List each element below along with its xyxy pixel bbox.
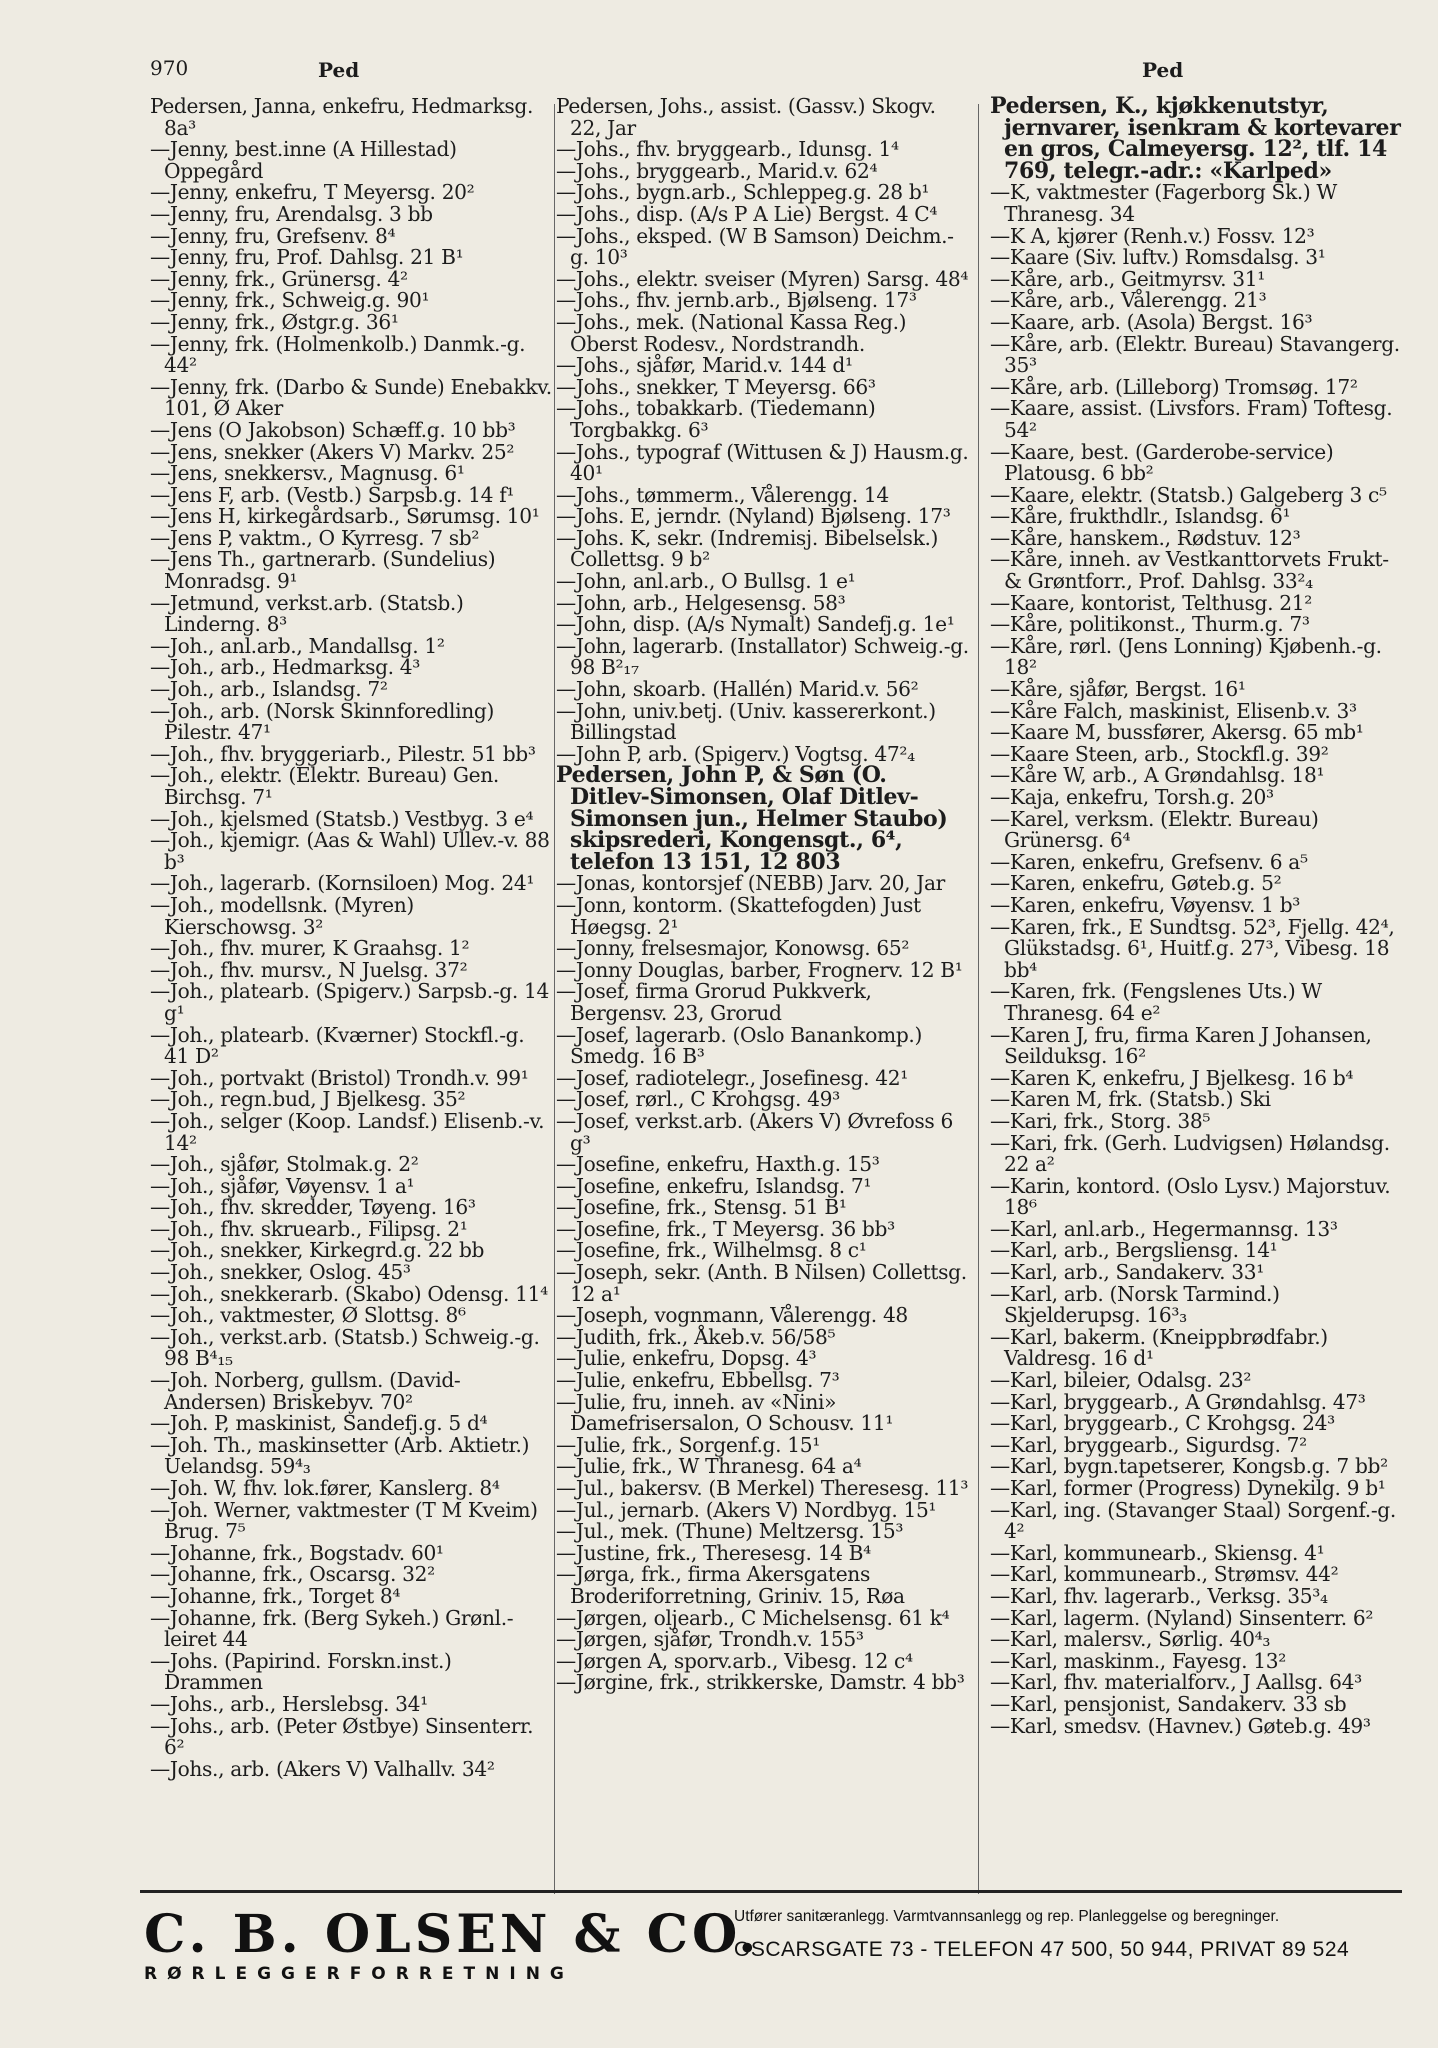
page-header [0, 56, 1438, 86]
directory-entry: —Joh., selger (Koop. Landsf.) Elisenb.-v. 14² [150, 1108, 545, 1155]
directory-entry: —Karen, enkefru, Grefsenv. 6 a⁵ [990, 849, 1308, 874]
directory-entry: —Karl, arb. (Norsk Tarmind.) Skjelderupsg. 16³₃ [990, 1281, 1280, 1328]
directory-entry: —Karl, arb., Sandakerv. 33¹ [990, 1260, 1264, 1285]
directory-entry: —Kaare, arb. (Asola) Bergst. 16³ [990, 309, 1313, 334]
directory-entry: —Karl, ing. (Stavanger Staal) Sorgenf.-g. 4² [990, 1497, 1396, 1544]
directory-entry: —Karen M, frk. (Statsb.) Ski [990, 1087, 1271, 1112]
directory-entry: —Karl, lagerm. (Nyland) Sinsenterr. 6² [990, 1605, 1374, 1630]
directory-column-3 [990, 96, 1402, 1888]
directory-entry: —Kaare (Siv. luftv.) Romsdalsg. 3¹ [990, 245, 1326, 270]
directory-entry: —Karl, fhv. materialforv., J Aallsg. 64³ [990, 1670, 1362, 1695]
directory-entry: —Jonny, frelsesmajor, Konowsg. 65² [556, 936, 910, 961]
directory-entry: —Johs., arb. (Akers V) Valhallv. 34² [150, 1756, 495, 1781]
directory-entry: —Johanne, frk. (Berg Sykeh.) Grønl.-leiret 44 [150, 1605, 514, 1652]
directory-entry: —Jenny, fru, Grefsenv. 8⁴ [150, 223, 396, 248]
directory-entry: —Karl, bryggearb., Sigurdsg. 7² [990, 1432, 1307, 1457]
directory-entry: —Johs., fhv. jernb.arb., Bjølseng. 17³ [556, 288, 917, 313]
directory-entry: —Jul., bakersv. (B Merkel) Theresesg. 11³ [556, 1476, 969, 1500]
directory-entry: —Jens, snekkersv., Magnusg. 6¹ [150, 461, 465, 486]
directory-entry: —Jens H, kirkegårdsarb., Sørumsg. 10¹ [150, 504, 540, 529]
directory-entry: —Josef, firma Grorud Pukkverk, Bergensv. 23, Grorud [556, 979, 872, 1025]
directory-entry: —Karl, pensjonist, Sandakerv. 33 sb [990, 1691, 1347, 1716]
directory-entry: —Johs., sjåfør, Marid.v. 144 d¹ [556, 353, 853, 378]
ad-brand: C. B. OLSEN & CO. [144, 1904, 761, 1965]
directory-entry: —Jul., mek. (Thune) Meltzersg. 15³ [556, 1519, 904, 1544]
directory-entry: —John, disp. (A/s Nymalt) Sandefj.g. 1e¹ [556, 612, 955, 637]
directory-entry: —Josefine, frk., T Meyersg. 36 bb³ [556, 1216, 895, 1241]
directory-entry: —Joseph, sekr. (Anth. B Nilsen) Collettsg. 12 a¹ [556, 1260, 967, 1306]
directory-entry: —Karen, frk., E Sundtsg. 52³, Fjellg. 42⁴, Glükstadsg. 6¹, Huitf.g. 27³, Vibesg. 18 bb⁴ [990, 914, 1395, 982]
directory-entry: —John, lagerarb. (Installator) Schweig.-g. 98 B²₁₇ [556, 633, 969, 680]
directory-entry: —Joh., platearb. (Kværner) Stockfl.-g. 41 D² [150, 1022, 525, 1069]
directory-entry: —Johs., typograf (Wittusen & J) Hausm.g. 40¹ [556, 439, 969, 486]
directory-entry: —Kåre Falch, maskinist, Elisenb.v. 3³ [990, 698, 1357, 723]
directory-entry: —Jens, snekker (Akers V) Markv. 25² [150, 439, 515, 464]
ad-subtitle: RØRLEGGERFORRETNING [144, 1964, 574, 1984]
directory-entry: —Kåre, hanskem., Rødstuv. 12³ [990, 525, 1301, 550]
directory-entry: —Karl, bryggearb., C Krohgsg. 24³ [990, 1411, 1335, 1436]
directory-entry: —Joh., fhv. skruearb., Filipsg. 2¹ [150, 1216, 468, 1241]
directory-entry: —Karen K, enkefru, J Bjelkesg. 16 b⁴ [990, 1065, 1354, 1090]
column-divider [554, 104, 555, 1894]
left-heading: Ped [318, 58, 360, 82]
directory-entry: —Jørgen, oljearb., C Michelsensg. 61 k⁴ [556, 1605, 950, 1630]
directory-entry: —Karl, bygn.tapetserer, Kongsb.g. 7 bb² [990, 1454, 1388, 1479]
directory-entry: —Julie, fru, inneh. av «Nini» Damefrisersalon, O Schousv. 11¹ [556, 1389, 894, 1436]
directory-entry: —Joh., modellsnk. (Myren) Kierschowsg. 3² [150, 892, 414, 939]
page-number: 970 [150, 56, 189, 80]
directory-entry: —Jenny, frk. (Darbo & Sunde) Enebakkv. 101, Ø Aker [150, 374, 552, 421]
directory-entry: —Josef, lagerarb. (Oslo Banankomp.) Smedg. 16 B³ [556, 1022, 922, 1069]
directory-entry: —Kåre, frukthdlr., Islandsg. 6¹ [990, 504, 1291, 529]
directory-entry: —Joh., regn.bud, J Bjelkesg. 35² [150, 1087, 466, 1112]
directory-entry: —Kari, frk. (Gerh. Ludvigsen) Hølandsg. 22 a² [990, 1130, 1390, 1177]
directory-entry: —Jørgen A, sporv.arb., Vibesg. 12 c⁴ [556, 1648, 913, 1673]
directory-entry: —Kaja, enkefru, Torsh.g. 20³ [990, 785, 1274, 809]
directory-entry: —Joh. Werner, vaktmester (T M Kveim) Brug. 7⁵ [150, 1497, 538, 1544]
directory-entry: —Johanne, frk., Bogstadv. 60¹ [150, 1540, 444, 1565]
directory-entry: —John, skoarb. (Hallén) Marid.v. 56² [556, 677, 919, 702]
directory-entry: —Kåre, inneh. av Vestkanttorvets Frukt- & Grøntforr., Prof. Dahlsg. 33²₄ [990, 547, 1389, 594]
directory-entry: —Kåre W, arb., A Grøndahlsg. 18¹ [990, 763, 1325, 788]
directory-entry: —Karl, bileier, Odalsg. 23² [990, 1368, 1252, 1393]
directory-entry: Pedersen, John P, & Søn (O. Ditlev-Simonsen, Olaf Ditlev-Simonsen jun., Helmer Staubo) skipsrederi, Kongensgt., 6⁴, telefon 13 151, 12 803 [556, 762, 948, 875]
directory-entry: —Julie, enkefru, Dopsg. 4³ [556, 1346, 817, 1371]
directory-entry: —Jørga, frk., firma Akersgatens Broderiforretning, Griniv. 15, Røa [556, 1562, 905, 1608]
directory-entry: —Jørgine, frk., strikkerske, Damstr. 4 bb³ [556, 1670, 965, 1695]
directory-entry: —Karl, maskinm., Fayesg. 13² [990, 1648, 1286, 1673]
directory-entry: —Kaare, kontorist, Telthusg. 21² [990, 590, 1312, 615]
directory-entry: —Joh., snekker, Kirkegrd.g. 22 bb [150, 1238, 485, 1263]
directory-entry: —Joh. P, maskinist, Sandefj.g. 5 d⁴ [150, 1411, 488, 1436]
directory-entry: —Joh., lagerarb. (Kornsiloen) Mog. 24¹ [150, 871, 535, 896]
directory-entry: —Kåre, arb. (Elektr. Bureau) Stavangerg. 35³ [990, 331, 1400, 378]
column-divider [978, 104, 979, 1894]
directory-entry: —Jonas, kontorsjef (NEBB) Jarv. 20, Jar [556, 871, 945, 896]
directory-entry: —John, arb., Helgesensg. 58³ [556, 590, 846, 615]
directory-entry: —Judith, frk., Åkeb.v. 56/58⁵ [556, 1324, 836, 1349]
directory-entry: —Kåre, arb., Geitmyrsv. 31¹ [990, 266, 1265, 291]
directory-entry: —Jens (O Jakobson) Schæff.g. 10 bb³ [150, 417, 516, 442]
ad-contact: OSCARSGATE 73 - TELEFON 47 500, 50 944, PRIVAT 89 524 [734, 1938, 1350, 1961]
directory-entry: —Kari, frk., Storg. 38⁵ [990, 1108, 1211, 1133]
directory-entry: —Jenny, frk. (Holmenkolb.) Danmk.-g. 44² [150, 331, 526, 378]
directory-entry: —Jens P, vaktm., O Kyrresg. 7 sb² [150, 525, 480, 550]
directory-entry: —Josef, rørl., C Krohgsg. 49³ [556, 1087, 840, 1112]
directory-entry: —Josefine, frk., Wilhelmsg. 8 c¹ [556, 1238, 867, 1263]
directory-entry: —Johs., disp. (A/s P A Lie) Bergst. 4 C⁴ [556, 201, 938, 226]
directory-entry: —Karl, former (Progress) Dynekilg. 9 b¹ [990, 1476, 1386, 1500]
directory-entry: —Jens Th., gartnerarb. (Sundelius) Monradsg. 9¹ [150, 547, 496, 594]
directory-entry: —Johs., bygn.arb., Schleppeg.g. 28 b¹ [556, 180, 930, 205]
directory-entry: —Josefine, frk., Stensg. 51 B¹ [556, 1195, 847, 1220]
directory-column-2 [556, 96, 970, 1888]
directory-entry: —Julie, enkefru, Ebbellsg. 7³ [556, 1368, 840, 1393]
directory-entry: —Josef, radiotelegr., Josefinesg. 42¹ [556, 1065, 908, 1090]
directory-entry: —Josefine, enkefru, Haxth.g. 15³ [556, 1152, 880, 1177]
directory-entry: —Joh., fhv. murer, K Graahsg. 1² [150, 936, 470, 961]
directory-entry: —Joh., arb. (Norsk Skinnforedling) Pilestr. 47¹ [150, 698, 494, 745]
directory-entry: —Kåre, arb. (Lilleborg) Tromsøg. 17² [990, 374, 1358, 399]
directory-entry: —Kåre, politikonst., Thurm.g. 7³ [990, 612, 1310, 637]
directory-entry: —Kåre, sjåfør, Bergst. 16¹ [990, 677, 1246, 702]
directory-entry: —Johs., mek. (National Kassa Reg.) Oberst Rodesv., Nordstrandh. [556, 309, 907, 356]
directory-entry: —Jenny, frk., Østgr.g. 36¹ [150, 309, 399, 334]
directory-entry: —Karen, enkefru, Gøteb.g. 5² [990, 871, 1282, 896]
directory-entry: —Josefine, enkefru, Islandsg. 7¹ [556, 1173, 872, 1198]
directory-entry: —Johs., arb., Herslebsg. 34¹ [150, 1691, 428, 1716]
directory-entry: —Joh., platearb. (Spigerv.) Sarpsb.-g. 14 g¹ [150, 979, 549, 1025]
directory-entry: —Joh., verkst.arb. (Statsb.) Schweig.-g. 98 B⁴₁₅ [150, 1324, 540, 1371]
ad-services: Utfører sanitæranlegg. Varmtvannsanlegg og rep. Planleggelse og beregninger. [734, 1908, 1280, 1925]
directory-entry: —Karen, enkefru, Vøyensv. 1 b³ [990, 892, 1301, 917]
directory-entry: —Julie, frk., Sorgenf.g. 15¹ [556, 1432, 820, 1457]
directory-entry: —Joseph, vognmann, Vålerengg. 48 [556, 1303, 908, 1328]
directory-entry: —Jetmund, verkst.arb. (Statsb.) Linderng. 8³ [150, 590, 464, 637]
directory-entry: —Karl, arb., Bergsliensg. 14¹ [990, 1238, 1278, 1263]
directory-entry: —Karl, kommunearb., Strømsv. 44² [990, 1562, 1339, 1587]
directory-entry: —Johs., tømmerm., Vålerengg. 14 [556, 482, 889, 507]
directory-entry: —Jenny, frk., Schweig.g. 90¹ [150, 288, 430, 313]
directory-entry: —Joh., kjemigr. (Aas & Wahl) Ullev.-v. 88 b³ [150, 828, 550, 874]
directory-entry: —Joh., snekker, Oslog. 45³ [150, 1260, 411, 1285]
directory-entry: —Kaare, elektr. (Statsb.) Galgeberg 3 c⁵ [990, 482, 1387, 507]
directory-entry: —John, anl.arb., O Bullsg. 1 e¹ [556, 569, 856, 594]
directory-entry: —Johs., eksped. (W B Samson) Deichm.-g. 10³ [556, 223, 954, 270]
directory-entry: —Jul., jernarb. (Akers V) Nordbyg. 15¹ [556, 1497, 937, 1522]
ad-top-rule [140, 1890, 1402, 1893]
directory-entry: —Jenny, fru, Arendalsg. 3 bb [150, 201, 433, 226]
directory-entry: —Joh., fhv. skredder, Tøyeng. 16³ [150, 1195, 476, 1220]
directory-entry: —Joh., kjelsmed (Statsb.) Vestbyg. 3 e⁴ [150, 806, 534, 831]
directory-entry: —Karl, bakerm. (Kneippbrødfabr.) Valdresg. 16 d¹ [990, 1324, 1328, 1371]
directory-entry: —Johs., bryggearb., Marid.v. 62⁴ [556, 158, 878, 183]
directory-entry: Pedersen, Johs., assist. (Gassv.) Skogv. 22, Jar [556, 96, 936, 140]
directory-entry: —Joh., anl.arb., Mandallsg. 1² [150, 633, 445, 658]
advertisement [140, 1890, 1400, 1984]
directory-entry: —Joh. Norberg, gullsm. (David-Andersen) Briskebyv. 70² [150, 1368, 461, 1414]
directory-entry: —Joh., vaktmester, Ø Slottsg. 8⁶ [150, 1303, 466, 1328]
directory-entry: —Karl, bryggearb., A Grøndahlsg. 47³ [990, 1389, 1366, 1414]
directory-entry: —Johs., elektr. sveiser (Myren) Sarsg. 48⁴ [556, 266, 969, 291]
directory-entry: —Karel, verksm. (Elektr. Bureau) Grünersg. 6⁴ [990, 806, 1319, 853]
directory-entry: —Kaare Steen, arb., Stockfl.g. 39² [990, 741, 1329, 766]
directory-entry: —Kåre, rørl. (Jens Lonning) Kjøbenh.-g. 18² [990, 633, 1382, 680]
directory-entry: —Kåre, arb., Vålerengg. 21³ [990, 288, 1267, 313]
directory-entry: —Karin, kontord. (Oslo Lysv.) Majorstuv. 18⁶ [990, 1173, 1391, 1220]
directory-entry: —Karl, kommunearb., Skiensg. 4¹ [990, 1540, 1325, 1565]
directory-entry: —Josef, verkst.arb. (Akers V) Øvrefoss 6 g³ [556, 1108, 953, 1155]
directory-entry: —Joh., elektr. (Elektr. Bureau) Gen. Birchsg. 7¹ [150, 763, 499, 809]
directory-entry: —Johs., snekker, T Meyersg. 66³ [556, 374, 876, 399]
directory-entry: —Joh., fhv. mursv., N Juelsg. 37² [150, 957, 468, 982]
directory-entry: —Johanne, frk., Oscarsg. 32² [150, 1562, 435, 1587]
directory-entry: —Jenny, fru, Prof. Dahlsg. 21 B¹ [150, 245, 464, 270]
directory-entry: —Kaare M, bussfører, Akersg. 65 mb¹ [990, 720, 1364, 745]
right-heading: Ped [1142, 58, 1184, 82]
directory-entry: —Kaare, best. (Garderobe-service) Platousg. 6 bb² [990, 439, 1334, 486]
directory-entry: —Karl, malersv., Sørlig. 40⁴₃ [990, 1627, 1271, 1652]
directory-entry: —Joh., sjåfør, Vøyensv. 1 a¹ [150, 1173, 415, 1198]
directory-entry: —Kaare, assist. (Livsfors. Fram) Toftesg. 54² [990, 396, 1393, 442]
directory-entry: —Jens F, arb. (Vestb.) Sarpsb.g. 14 f¹ [150, 482, 515, 507]
directory-entry: —Joh., portvakt (Bristol) Trondh.v. 99¹ [150, 1065, 529, 1090]
directory-entry: —Karl, anl.arb., Hegermannsg. 13³ [990, 1216, 1338, 1241]
directory-entry: —Johs. E, jerndr. (Nyland) Bjølseng. 17³ [556, 504, 951, 529]
directory-entry: —K, vaktmester (Fagerborg Sk.) W Thranesg. 34 [990, 180, 1337, 226]
directory-entry: —Johs. K, sekr. (Indremisj. Bibelselsk.) Collettsg. 9 b² [556, 525, 939, 572]
directory-entry: —K A, kjører (Renh.v.) Fossv. 12³ [990, 223, 1315, 248]
directory-entry: —Karen J, fru, firma Karen J Johansen, Seilduksg. 16² [990, 1022, 1372, 1069]
directory-entry: Pedersen, Janna, enkefru, Hedmarksg. 8a³ [150, 96, 534, 140]
directory-entry: —Justine, frk., Theresesg. 14 B⁴ [556, 1540, 871, 1565]
directory-entry: —Karl, smedsv. (Havnev.) Gøteb.g. 49³ [990, 1713, 1371, 1738]
directory-entry: —Jonny Douglas, barber, Frognerv. 12 B¹ [556, 957, 963, 982]
directory-entry: Pedersen, K., kjøkkenutstyr, jernvarer, isenkram & kortevarer en gros, Calmeyersg. 12², tlf. 14 769, telegr.-adr.: «Karlped» [990, 96, 1401, 184]
directory-entry: —Johs., arb. (Peter Østbye) Sinsenterr. 6² [150, 1713, 534, 1760]
directory-entry: —Jenny, best.inne (A Hillestad) Oppegård [150, 137, 457, 183]
directory-entry: —Karl, fhv. lagerarb., Verksg. 35³₄ [990, 1583, 1328, 1608]
directory-entry: —Johs. (Papirind. Forskn.inst.) Drammen [150, 1648, 452, 1695]
directory-entry: —Jenny, enkefru, T Meyersg. 20² [150, 180, 475, 205]
directory-entry: —Joh., sjåfør, Stolmak.g. 2² [150, 1152, 419, 1177]
directory-column-1 [150, 96, 552, 1888]
directory-entry: —John, univ.betj. (Univ. kassererkont.) Billingstad [556, 698, 936, 745]
directory-entry: —John P, arb. (Spigerv.) Vogtsg. 47²₄ [556, 741, 915, 766]
directory-entry: —Joh., arb., Islandsg. 7² [150, 677, 388, 702]
directory-entry: —Joh. Th., maskinsetter (Arb. Aktietr.) Uelandsg. 59⁴₃ [150, 1432, 530, 1479]
directory-entry: —Joh., arb., Hedmarksg. 4³ [150, 655, 421, 680]
directory-entry: —Jonn, kontorm. (Skattefogden) Just Høegsg. 2¹ [556, 892, 921, 939]
directory-entry: —Joh., snekkerarb. (Skabo) Odensg. 11⁴ [150, 1281, 548, 1306]
directory-entry: —Joh. W, fhv. lok.fører, Kanslerg. 8⁴ [150, 1476, 500, 1500]
directory-entry: —Joh., fhv. bryggeriarb., Pilestr. 51 bb³ [150, 741, 536, 766]
directory-entry: —Jenny, frk., Grünersg. 4² [150, 266, 408, 291]
directory-entry: —Johs., fhv. bryggearb., Idunsg. 1⁴ [556, 137, 899, 162]
directory-entry: —Johs., tobakkarb. (Tiedemann) Torgbakkg. 6³ [556, 396, 876, 442]
directory-entry: —Karen, frk. (Fengslenes Uts.) W Thranesg. 64 e² [990, 979, 1322, 1025]
directory-entry: —Jørgen, sjåfør, Trondh.v. 155³ [556, 1627, 864, 1652]
directory-entry: —Julie, frk., W Thranesg. 64 a⁴ [556, 1454, 862, 1479]
directory-entry: —Johanne, frk., Torget 8⁴ [150, 1583, 401, 1608]
